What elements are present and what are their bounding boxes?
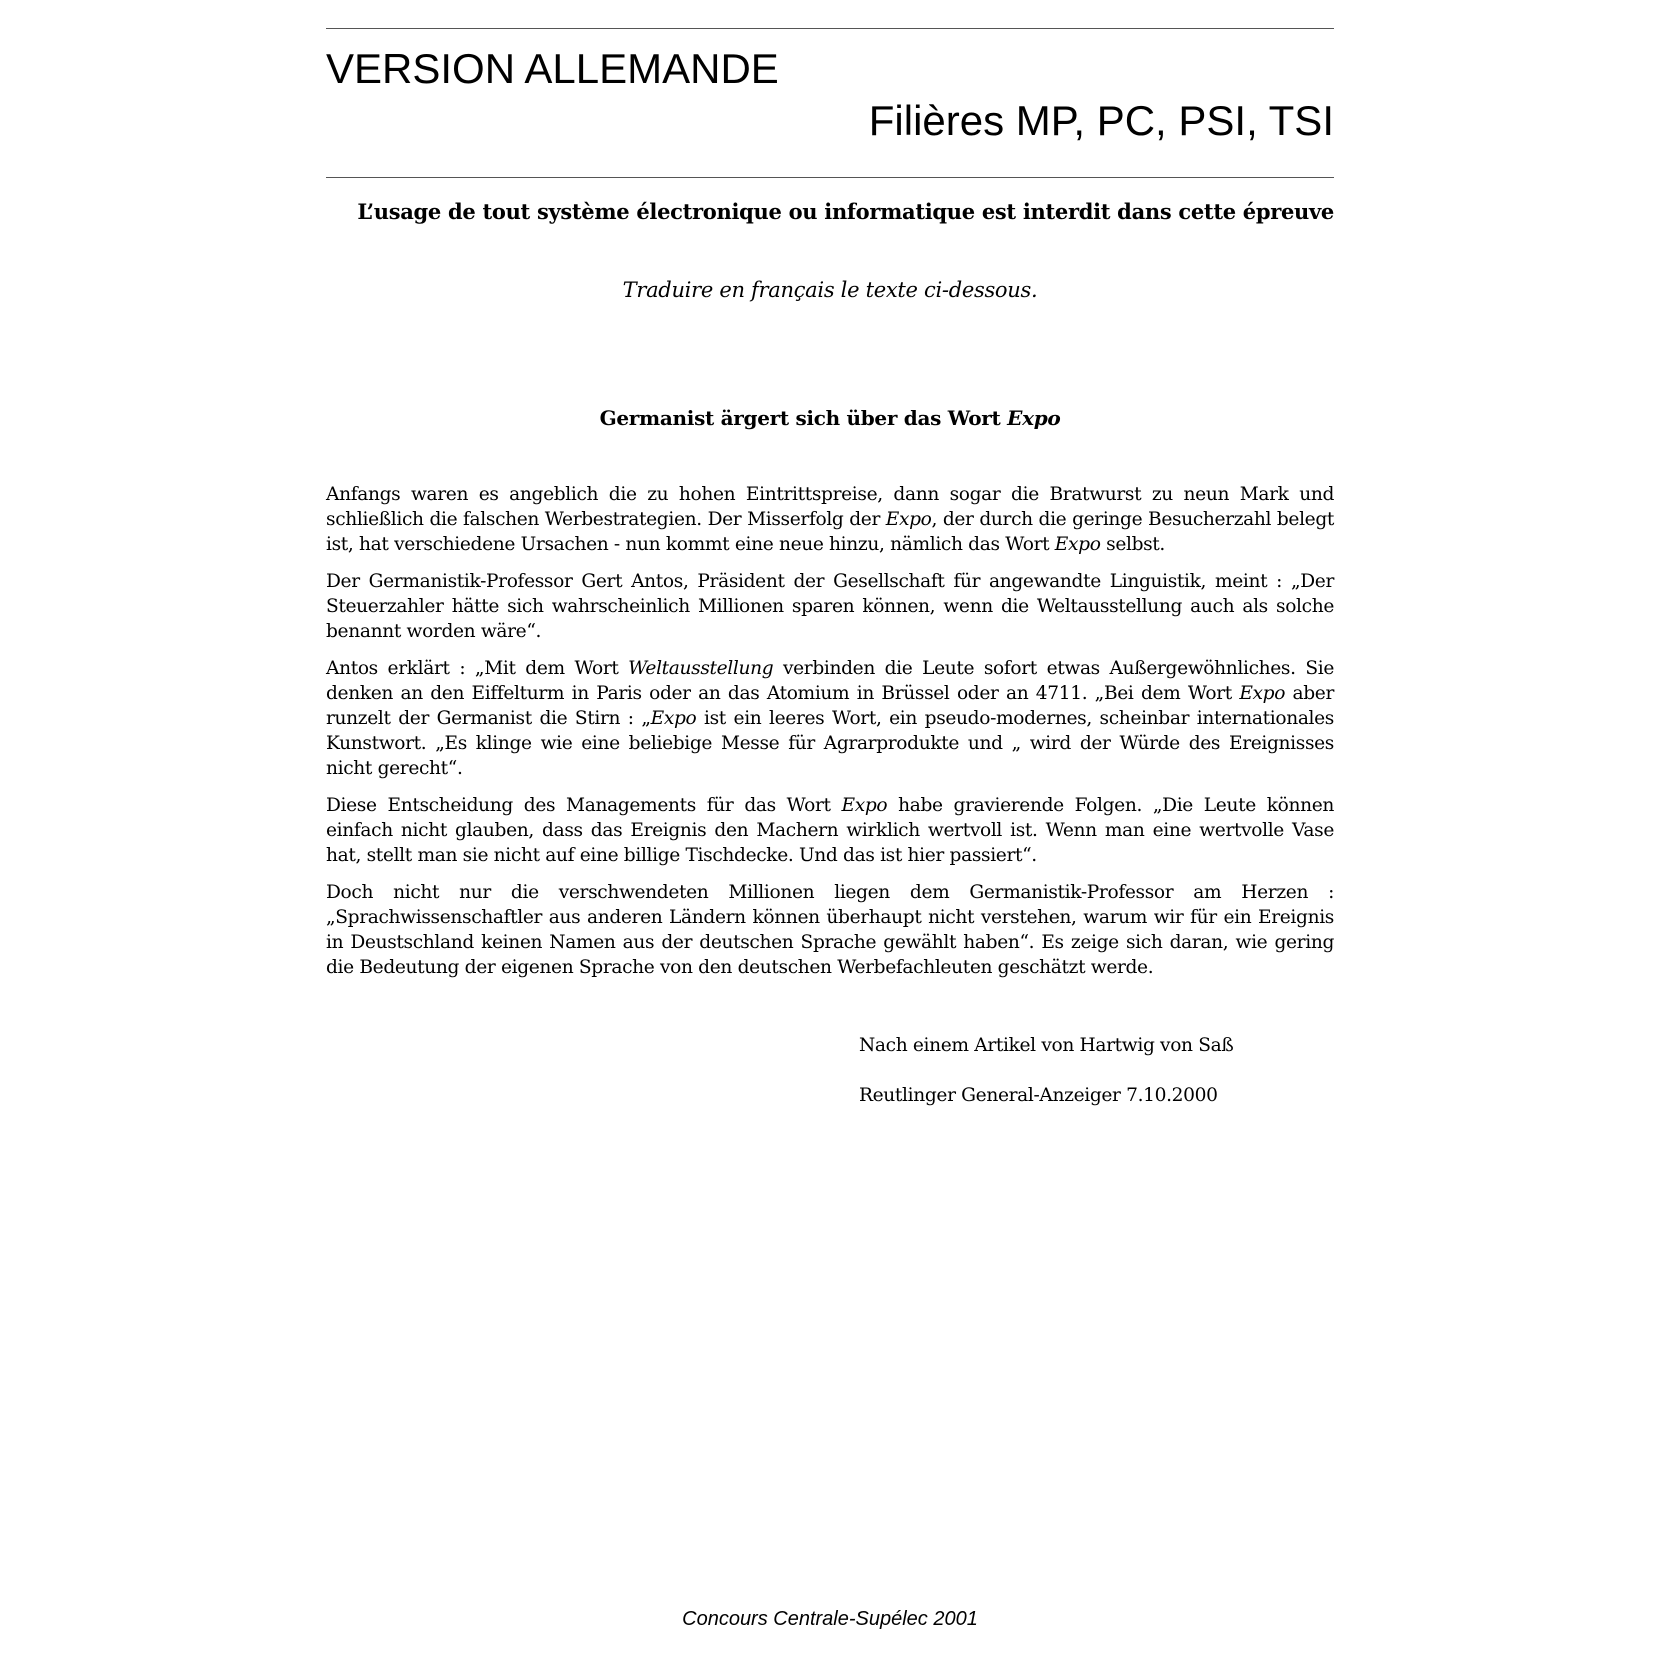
article-paragraph	[326, 482, 1334, 557]
emphasized-word: Expo	[1239, 683, 1286, 704]
paragraph-text: Diese Entscheidung des Managements für das Wort	[326, 795, 842, 816]
header-bottom-rule	[326, 177, 1334, 178]
article-paragraph	[326, 656, 1334, 781]
exam-title: VERSION ALLEMANDE	[326, 45, 779, 92]
paragraph-text: verbinden die Leute sofort etwas Außergewöhnliches. Sie denken an den Eiffelturm in Paris oder an das Atomium in Brüssel oder an 4711. „Bei dem Wort	[326, 658, 1335, 704]
article-title-emphasis: Expo	[1007, 406, 1061, 430]
paragraph-text: habe gravierende Folgen. „Die Leute können einfach nicht glauben, dass das Ereignis den Machern wirklich wertvoll ist. Wenn man eine wertvolle Vase hat, stellt man sie nicht auf eine billige Tischdecke. Und das ist hier passiert“.	[326, 795, 1334, 866]
paragraph-text: Der Germanistik-Professor Gert Antos, Präsident der Gesellschaft für angewandte Linguistik, meint : „Der Steuerzahler hätte sich wahrscheinlich Millionen sparen können, wenn die Weltausstellung auch als solche benannt worden wäre“.	[326, 571, 1334, 642]
emphasized-word: Weltausstellung	[628, 658, 774, 679]
article-paragraph	[326, 569, 1334, 644]
article-paragraph	[326, 880, 1334, 980]
emphasized-word: Expo	[885, 509, 932, 530]
paragraph-text: Antos erklärt : „Mit dem Wort	[326, 658, 629, 679]
source-author: Nach einem Artikel von Hartwig von Saß	[859, 1035, 1234, 1056]
header-top-rule	[326, 28, 1334, 29]
emphasized-word: Expo	[1054, 534, 1101, 555]
article-body	[326, 482, 1334, 992]
paragraph-text: , der durch die geringe Besucherzahl belegt ist, hat verschiedene Ursachen - nun kommt eine neue hinzu, nämlich das Wort	[326, 509, 1334, 555]
article-paragraph	[326, 793, 1334, 868]
paragraph-text: aber runzelt der Germanist die Stirn : „	[326, 683, 1334, 729]
emphasized-word: Expo	[650, 708, 697, 729]
article-title	[326, 406, 1334, 430]
electronics-notice: L’usage de tout système électronique ou informatique est interdit dans cette épreuve	[357, 199, 1334, 224]
source-publication: Reutlinger General-Anzeiger 7.10.2000	[859, 1085, 1218, 1106]
page-footer: Concours Centrale-Supélec 2001	[682, 1608, 978, 1630]
translation-instruction: Traduire en français le texte ci-dessous.	[622, 278, 1038, 302]
paragraph-text: selbst.	[1100, 534, 1165, 555]
article-title-text: Germanist ärgert sich über das Wort	[599, 406, 1008, 430]
paragraph-text: Anfangs waren es angeblich die zu hohen Eintrittspreise, dann sogar die Bratwurst zu neun Mark und schließlich die falschen Werbestrategien. Der Misserfolg der	[326, 484, 1334, 530]
paragraph-text: Doch nicht nur die verschwendeten Millionen liegen dem Germanistik-Professor am Herzen : „Sprachwissenschaftler aus anderen Ländern können überhaupt nicht verstehen, warum wir für ein Ereignis in Deustschland keinen Namen aus der deutschen Sprache gewählt haben“. Es zeige sich daran, wie gering die Bedeutung der eigenen Sprache von den deutschen Werbefachleuten geschätzt werde.	[326, 882, 1334, 978]
paragraph-text: ist ein leeres Wort, ein pseudo-modernes, scheinbar internationales Kunstwort. „Es klinge wie eine beliebige Messe für Agrarprodukte und „ wird der Würde des Ereignisses nicht gerecht“.	[326, 708, 1334, 779]
emphasized-word: Expo	[841, 795, 888, 816]
exam-streams: Filières MP, PC, PSI, TSI	[868, 97, 1334, 144]
